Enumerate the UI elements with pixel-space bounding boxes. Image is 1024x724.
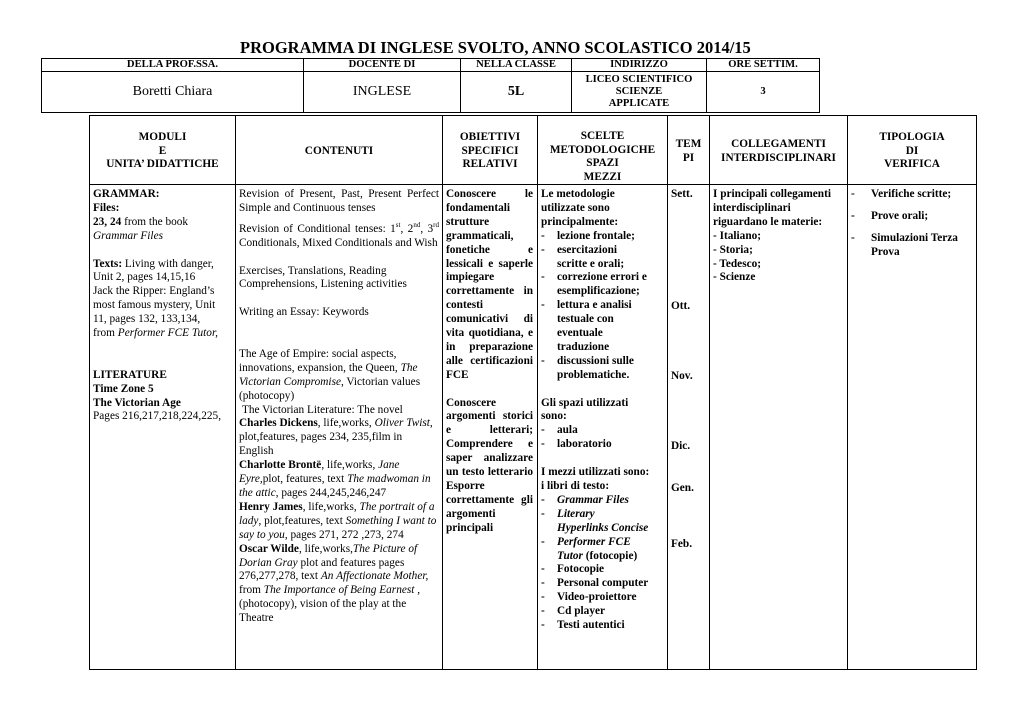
header-col-ore: ORE SETTIM. (707, 59, 820, 72)
list-item: - esercitazioni scritte e orali; (541, 243, 625, 270)
col-header-obiettivi: OBIETTIVI SPECIFICI RELATIVI (443, 116, 538, 185)
list-item: - Testi autentici (541, 619, 625, 632)
list-item: - lettura e analisi testuale con eventuale traduzione (541, 299, 632, 353)
content-essay: Writing an Essay: Keywords (239, 306, 369, 319)
content-wilde: Oscar Wilde, life,works,The Picture of Dorian Gray plot and features pages 276,277,278, text An Affectionate Mother, from The Importance of Being Earnest ,(photocopy), vision of the play at the Theatre (239, 542, 429, 625)
module-files: Files: (93, 201, 120, 214)
header-col-prof: DELLA PROF.SSA. (42, 59, 304, 72)
tempo-item: Feb. (671, 538, 693, 550)
indirizzo-line: LICEO SCIENTIFICO (585, 74, 693, 85)
content-bronte: Charlotte Brontë, life,works, Jane Eyre,plot, features, text The madwoman in the attic, pages 244,245,246,247 (239, 459, 431, 499)
objective-grammar: Conoscere le fondamentali strutture grammaticali, fonetiche e lessicali e saperle impiegare correttamente in contesti comunicativi di vita quotidiana, e in preparazione alle certificazioni FCE (446, 188, 533, 381)
content-exercises: Exercises, Translations, Reading Comprehensions, Listening activities (239, 264, 407, 291)
col-header-collegamenti: COLLEGAMENTI INTERDISCIPLINARI (710, 116, 848, 185)
list-item: - aula (541, 424, 578, 437)
content-dickens: Charles Dickens, life,works, Oliver Twist, plot,features, pages 234, 235,film in English (239, 417, 433, 458)
module-units: 23, 24 from the book (93, 215, 189, 228)
content-conditionals: Revision of Conditional tenses: 1st, 2nd, 3rd Conditionals, Mixed Conditionals and Wish (239, 221, 439, 249)
module-timezone: Time Zone 5 (93, 382, 154, 395)
cell-obiettivi (443, 185, 538, 670)
cell-moduli: GRAMMAR: Files: 23, 24 from the book Grammar Files Texts: Living with danger, Unit 2, pages 14,15,16 Jack the Ripper: England’s most famous mystery, Unit 11, pages 132, 133,134, from Performer FCE Tutor, LITERATURE Time Zone 5 The Victorian Age Pages 216,217,218,224,225, (90, 185, 236, 670)
module-literature: LITERATURE (93, 368, 167, 381)
ore-value: 3 (707, 72, 820, 113)
content-james: Henry James, life,works, The portrait of a lady, plot,features, text Something I want to say to you, pages 271, 272 ,273, 274 (239, 500, 437, 541)
cell-collegamenti: I principali collegamenti interdisciplinari riguardano le materie: - Italiano; - Storia; - Tedesco; - Scienze (710, 185, 848, 670)
tempo-item: Dic. (671, 440, 691, 452)
header-col-docente: DOCENTE DI (304, 59, 461, 72)
docente-value: INGLESE (304, 72, 461, 113)
col-header-tempi: TEM PI (668, 116, 710, 185)
list-item: - lezione frontale; (541, 229, 635, 242)
tempo-item: Ott. (671, 300, 691, 312)
list-item: - Verifiche scritte; (851, 188, 952, 200)
method-intro: Le metodologie utilizzate sono principalmente: (541, 188, 619, 228)
list-item: - Video-proiettore (541, 591, 637, 604)
page-title: PROGRAMMA DI INGLESE SVOLTO, ANNO SCOLASTICO 2014/15 (240, 38, 751, 57)
tempo-item: Gen. (671, 482, 694, 494)
tempo-item: Nov. (671, 370, 693, 382)
header-col-indirizzo: INDIRIZZO (572, 59, 707, 72)
cell-tipologia (848, 185, 977, 670)
module-victorian: The Victorian Age (93, 396, 181, 409)
prof-name: Boretti Chiara (42, 72, 304, 113)
col-header-scelte: SCELTE METODOLOGICHE SPAZI MEZZI (538, 116, 668, 185)
module-texts: Texts: Living with danger, (93, 257, 214, 270)
list-item: - Literary Hyperlinks Concise (541, 507, 649, 534)
list-item: - Personal computer (541, 577, 649, 590)
list-item: - Fotocopie (541, 563, 605, 576)
indirizzo-line: APPLICATE (608, 98, 670, 109)
tempo-item: Sett. (671, 188, 693, 200)
list-item: - Grammar Files (541, 493, 629, 506)
list-item: - laboratorio (541, 438, 612, 451)
indirizzo-line: SCIENZE (615, 86, 663, 97)
cell-scelte (538, 185, 668, 670)
cell-contenuti (236, 185, 443, 670)
list-item: - Performer FCE Tutor (fotocopie) (541, 535, 638, 562)
programma-table (89, 115, 977, 670)
list-item: - Simulazioni Terza Prova (851, 231, 958, 258)
content-victorian-literature: The Victorian Literature: The novel (242, 403, 403, 416)
list-item: - discussioni sulle problematiche. (541, 354, 634, 381)
classe-value: 5L (461, 72, 572, 113)
objective-literature: Conoscere argomenti storici e letterari; Comprendere e saper analizzare un testo letterario Esporre correttamente gli argomenti principali (446, 396, 533, 534)
module-grammar: GRAMMAR: (93, 188, 160, 200)
module-book: Grammar Files (93, 229, 163, 242)
header-col-classe: NELLA CLASSE (461, 59, 572, 72)
cell-tempi (668, 185, 710, 670)
col-header-contenuti: CONTENUTI (236, 116, 443, 185)
list-item: - Cd player (541, 605, 606, 618)
module-pages: Pages 216,217,218,224,225, (93, 410, 222, 423)
col-header-moduli: MODULI E UNITA’ DIDATTICHE (90, 116, 236, 185)
list-item: - correzione errori e esemplificazione; (541, 271, 647, 298)
indirizzo-value (572, 72, 707, 113)
list-item: - Prove orali; (851, 209, 929, 222)
spazi-intro: Gli spazi utilizzati sono: (541, 396, 629, 423)
mezzi-intro: I mezzi utilizzati sono: i libri di testo: (541, 466, 650, 492)
content-age-of-empire: The Age of Empire: social aspects, innovations, expansion, the Queen, The Victorian Compromise, Victorian values (photocopy) (239, 347, 421, 402)
content-revision-tenses: Revision of Present, Past, Present Perfect Simple and Continuous tenses (239, 188, 439, 214)
col-header-tipologia: TIPOLOGIA DI VERIFICA (848, 116, 977, 185)
header-table (41, 58, 820, 113)
